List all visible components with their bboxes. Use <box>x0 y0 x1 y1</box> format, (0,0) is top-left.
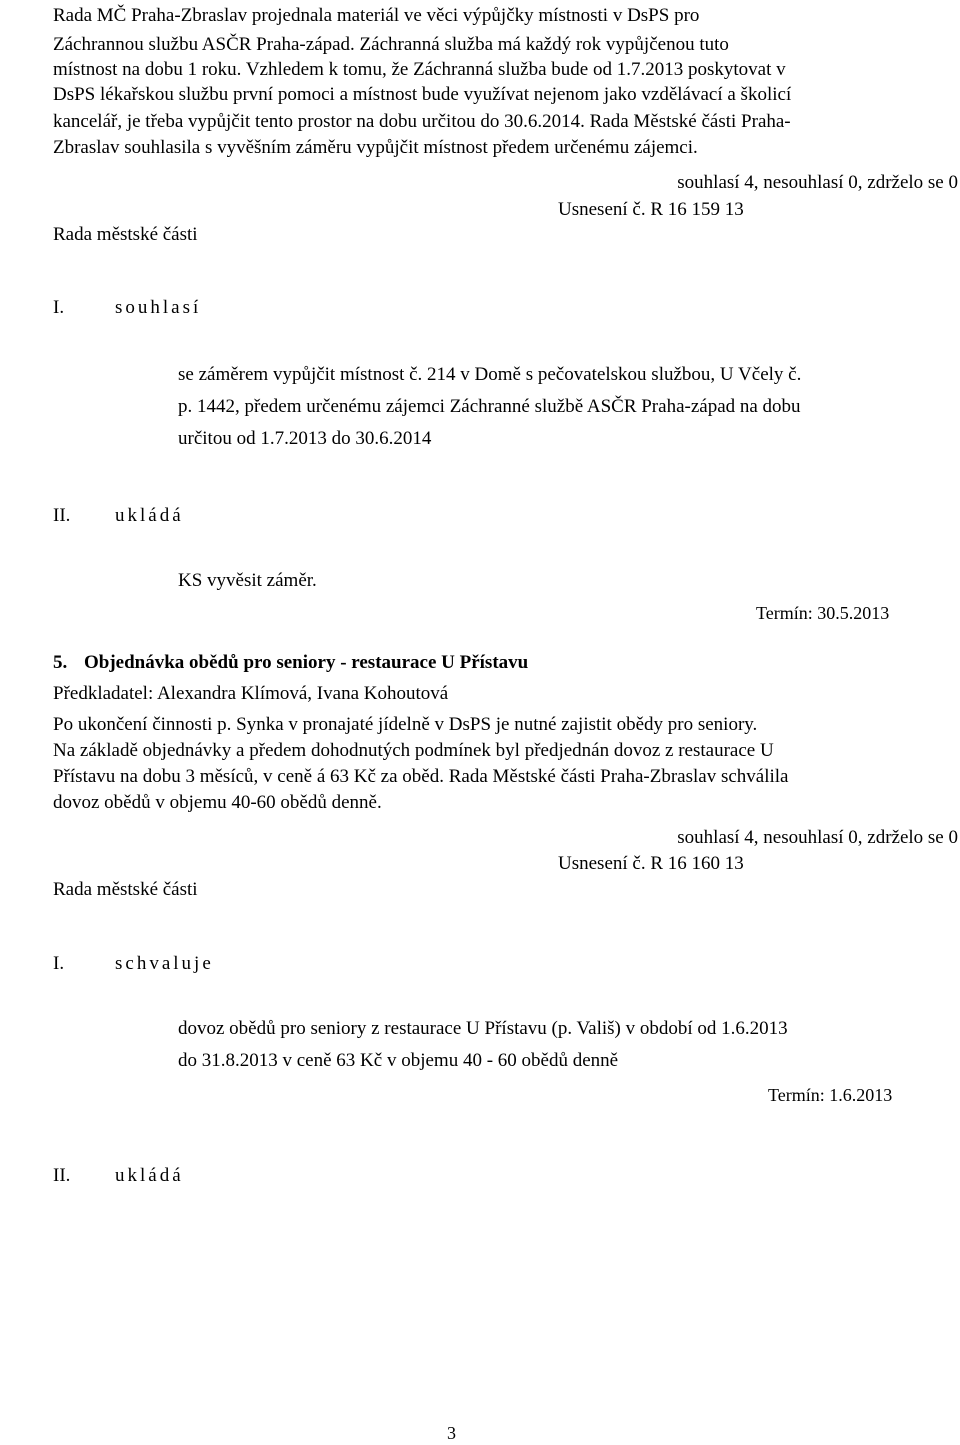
point-verb: ukládá <box>115 505 184 526</box>
point-text-line: p. 1442, předem určenému zájemci Záchranné službě ASČR Praha-západ na dobu <box>178 396 801 417</box>
point-text-line: dovoz obědů pro seniory z restaurace U Přístavu (p. Vališ) v období od 1.6.2013 <box>178 1018 788 1039</box>
page-number: 3 <box>447 1423 456 1443</box>
paragraph-line: místnost na dobu 1 roku. Vzhledem k tomu, že Záchranná služba bude od 1.7.2013 poskytovat v <box>53 59 786 80</box>
point-number: I. <box>53 953 65 974</box>
paragraph-line: Přístavu na dobu 3 měsíců, v ceně á 63 Kč za oběd. Rada Městské části Praha-Zbraslav schválila <box>53 766 789 787</box>
council-label: Rada městské části <box>53 224 198 245</box>
point-number: I. <box>53 297 65 318</box>
paragraph-line: Záchrannou službu ASČR Praha-západ. Záchranná služba má každý rok vypůjčenou tuto <box>53 34 729 55</box>
section-number: 5. <box>53 652 68 673</box>
paragraph-line: dovoz obědů v objemu 40-60 obědů denně. <box>53 792 382 813</box>
deadline: Termín: 1.6.2013 <box>768 1085 893 1105</box>
point-verb: ukládá <box>115 1165 184 1186</box>
vote-result: souhlasí 4, nesouhlasí 0, zdrželo se 0 <box>677 827 958 848</box>
point-number: II. <box>53 505 71 526</box>
vote-result: souhlasí 4, nesouhlasí 0, zdrželo se 0 <box>677 172 958 193</box>
paragraph-line: Na základě objednávky a předem dohodnutých podmínek byl předjednán dovoz z restaurace U <box>53 740 774 761</box>
point-text-line: se záměrem vypůjčit místnost č. 214 v Domě s pečovatelskou službou, U Včely č. <box>178 364 802 385</box>
deadline: Termín: 30.5.2013 <box>756 603 890 623</box>
point-text-line: do 31.8.2013 v ceně 63 Kč v objemu 40 - 60 obědů denně <box>178 1050 619 1071</box>
resolution-number: Usnesení č. R 16 159 13 <box>558 199 744 220</box>
paragraph-line: Zbraslav souhlasila s vyvěšním záměru vypůjčit místnost předem určenému zájemci. <box>53 137 698 158</box>
point-text-line: určitou od 1.7.2013 do 30.6.2014 <box>178 428 432 449</box>
paragraph-line: DsPS lékařskou službu první pomoci a místnost bude využívat nejenom jako vzdělávací a školicí <box>53 84 792 105</box>
paragraph-line: kancelář, je třeba vypůjčit tento prostor na dobu určitou do 30.6.2014. Rada Městské části Praha- <box>53 111 791 132</box>
submitters: Předkladatel: Alexandra Klímová, Ivana Kohoutová <box>53 683 449 704</box>
point-verb: souhlasí <box>115 297 202 318</box>
section-heading: Objednávka obědů pro seniory - restaurace U Přístavu <box>84 652 529 673</box>
resolution-number: Usnesení č. R 16 160 13 <box>558 853 744 874</box>
council-label: Rada městské části <box>53 879 198 900</box>
point-number: II. <box>53 1165 71 1186</box>
point-verb: schvaluje <box>115 953 214 974</box>
point-text-line: KS vyvěsit záměr. <box>178 570 317 591</box>
paragraph-line: Rada MČ Praha-Zbraslav projednala materiál ve věci výpůjčky místnosti v DsPS pro <box>53 5 700 26</box>
paragraph-line: Po ukončení činnosti p. Synka v pronajaté jídelně v DsPS je nutné zajistit obědy pro seniory. <box>53 714 758 735</box>
